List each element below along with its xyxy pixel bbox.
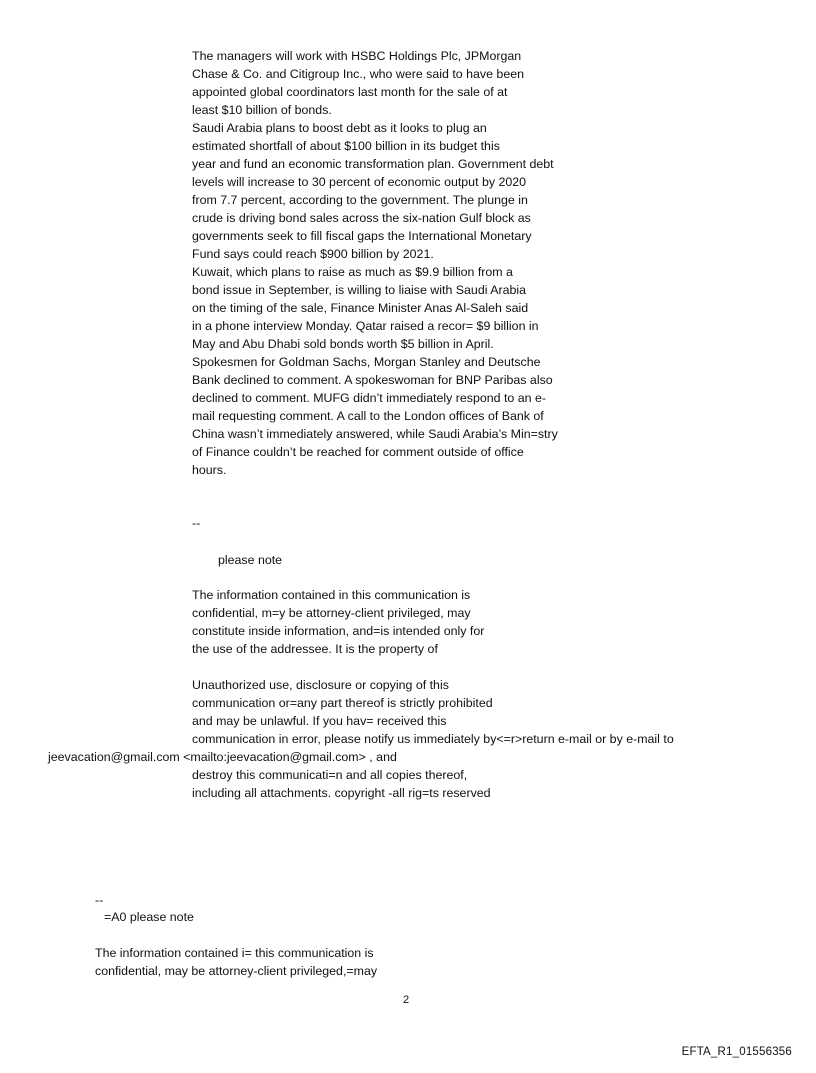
article-line: year and fund an economic transformation plan. Government debt	[192, 157, 554, 171]
article-line: appointed global coordinators last month for the sale of at	[192, 85, 508, 99]
signature-separator: --	[192, 516, 201, 530]
article-line: declined to comment. MUFG didn’t immediately respond to an e-	[192, 391, 546, 405]
article-line: Spokesmen for Goldman Sachs, Morgan Stanley and Deutsche	[192, 355, 541, 369]
article-line: least $10 billion of bonds.	[192, 103, 332, 117]
note-heading: please note	[218, 553, 283, 567]
disclaimer-line: confidential, may be attorney-client privileged,=may	[95, 964, 378, 978]
disclaimer-line: confidential, m=y be attorney-client privileged, may	[192, 606, 471, 620]
article-line: Fund says could reach $900 billion by 2021.	[192, 247, 434, 261]
disclaimer-line: communication or=any part thereof is strictly prohibited	[192, 696, 493, 710]
signature-separator: --	[95, 893, 104, 907]
article-line: levels will increase to 30 percent of economic output by 2020	[192, 175, 527, 189]
article-line: Chase & Co. and Citigroup Inc., who were said to have been	[192, 67, 524, 81]
article-line: crude is driving bond sales across the six-nation Gulf block as	[192, 211, 531, 225]
page-number: 2	[403, 994, 410, 1006]
article-line: May and Abu Dhabi sold bonds worth $5 billion in April.	[192, 337, 494, 351]
disclaimer-line: Unauthorized use, disclosure or copying of this	[192, 678, 449, 692]
article-line: Bank declined to comment. A spokeswoman for BNP Paribas also	[192, 373, 553, 387]
disclaimer-line: destroy this communicati=n and all copies thereof,	[192, 768, 468, 782]
bates-number: EFTA_R1_01556356	[681, 1046, 792, 1058]
article-line: governments seek to fill fiscal gaps the International Monetary	[192, 229, 532, 243]
disclaimer-line: The information contained in this communication is	[192, 588, 471, 602]
article-line: from 7.7 percent, according to the government. The plunge in	[192, 193, 528, 207]
article-line: in a phone interview Monday. Qatar raised a recor= $9 billion in	[192, 319, 539, 333]
article-line: estimated shortfall of about $100 billion in its budget this	[192, 139, 500, 153]
article-line: Kuwait, which plans to raise as much as $9.9 billion from a	[192, 265, 513, 279]
article-line: The managers will work with HSBC Holdings Plc, JPMorgan	[192, 49, 522, 63]
disclaimer-line: including all attachments. copyright -all rig=ts reserved	[192, 786, 491, 800]
article-line: Saudi Arabia plans to boost debt as it looks to plug an	[192, 121, 487, 135]
article-line: bond issue in September, is willing to liaise with Saudi Arabia	[192, 283, 527, 297]
disclaimer-line: communication in error, please notify us immediately by<=r>return e-mail or by e-mail to	[192, 732, 674, 746]
article-line: of Finance couldn’t be reached for comment outside of office	[192, 445, 524, 459]
disclaimer-line: the use of the addressee. It is the property of	[192, 642, 438, 656]
article-line: hours.	[192, 463, 227, 477]
disclaimer-line: and may be unlawful. If you hav= received this	[192, 714, 447, 728]
disclaimer-line: The information contained i= this communication is	[95, 946, 374, 960]
article-line: China wasn’t immediately answered, while Saudi Arabia’s Min=stry	[192, 427, 558, 441]
note-heading: =A0 please note	[104, 910, 194, 924]
email-link[interactable]: jeevacation@gmail.com <mailto:jeevacation@gmail.com> , and	[48, 750, 397, 764]
article-line: mail requesting comment. A call to the London offices of Bank of	[192, 409, 544, 423]
disclaimer-line: constitute inside information, and=is intended only for	[192, 624, 485, 638]
article-line: on the timing of the sale, Finance Minister Anas Al-Saleh said	[192, 301, 529, 315]
